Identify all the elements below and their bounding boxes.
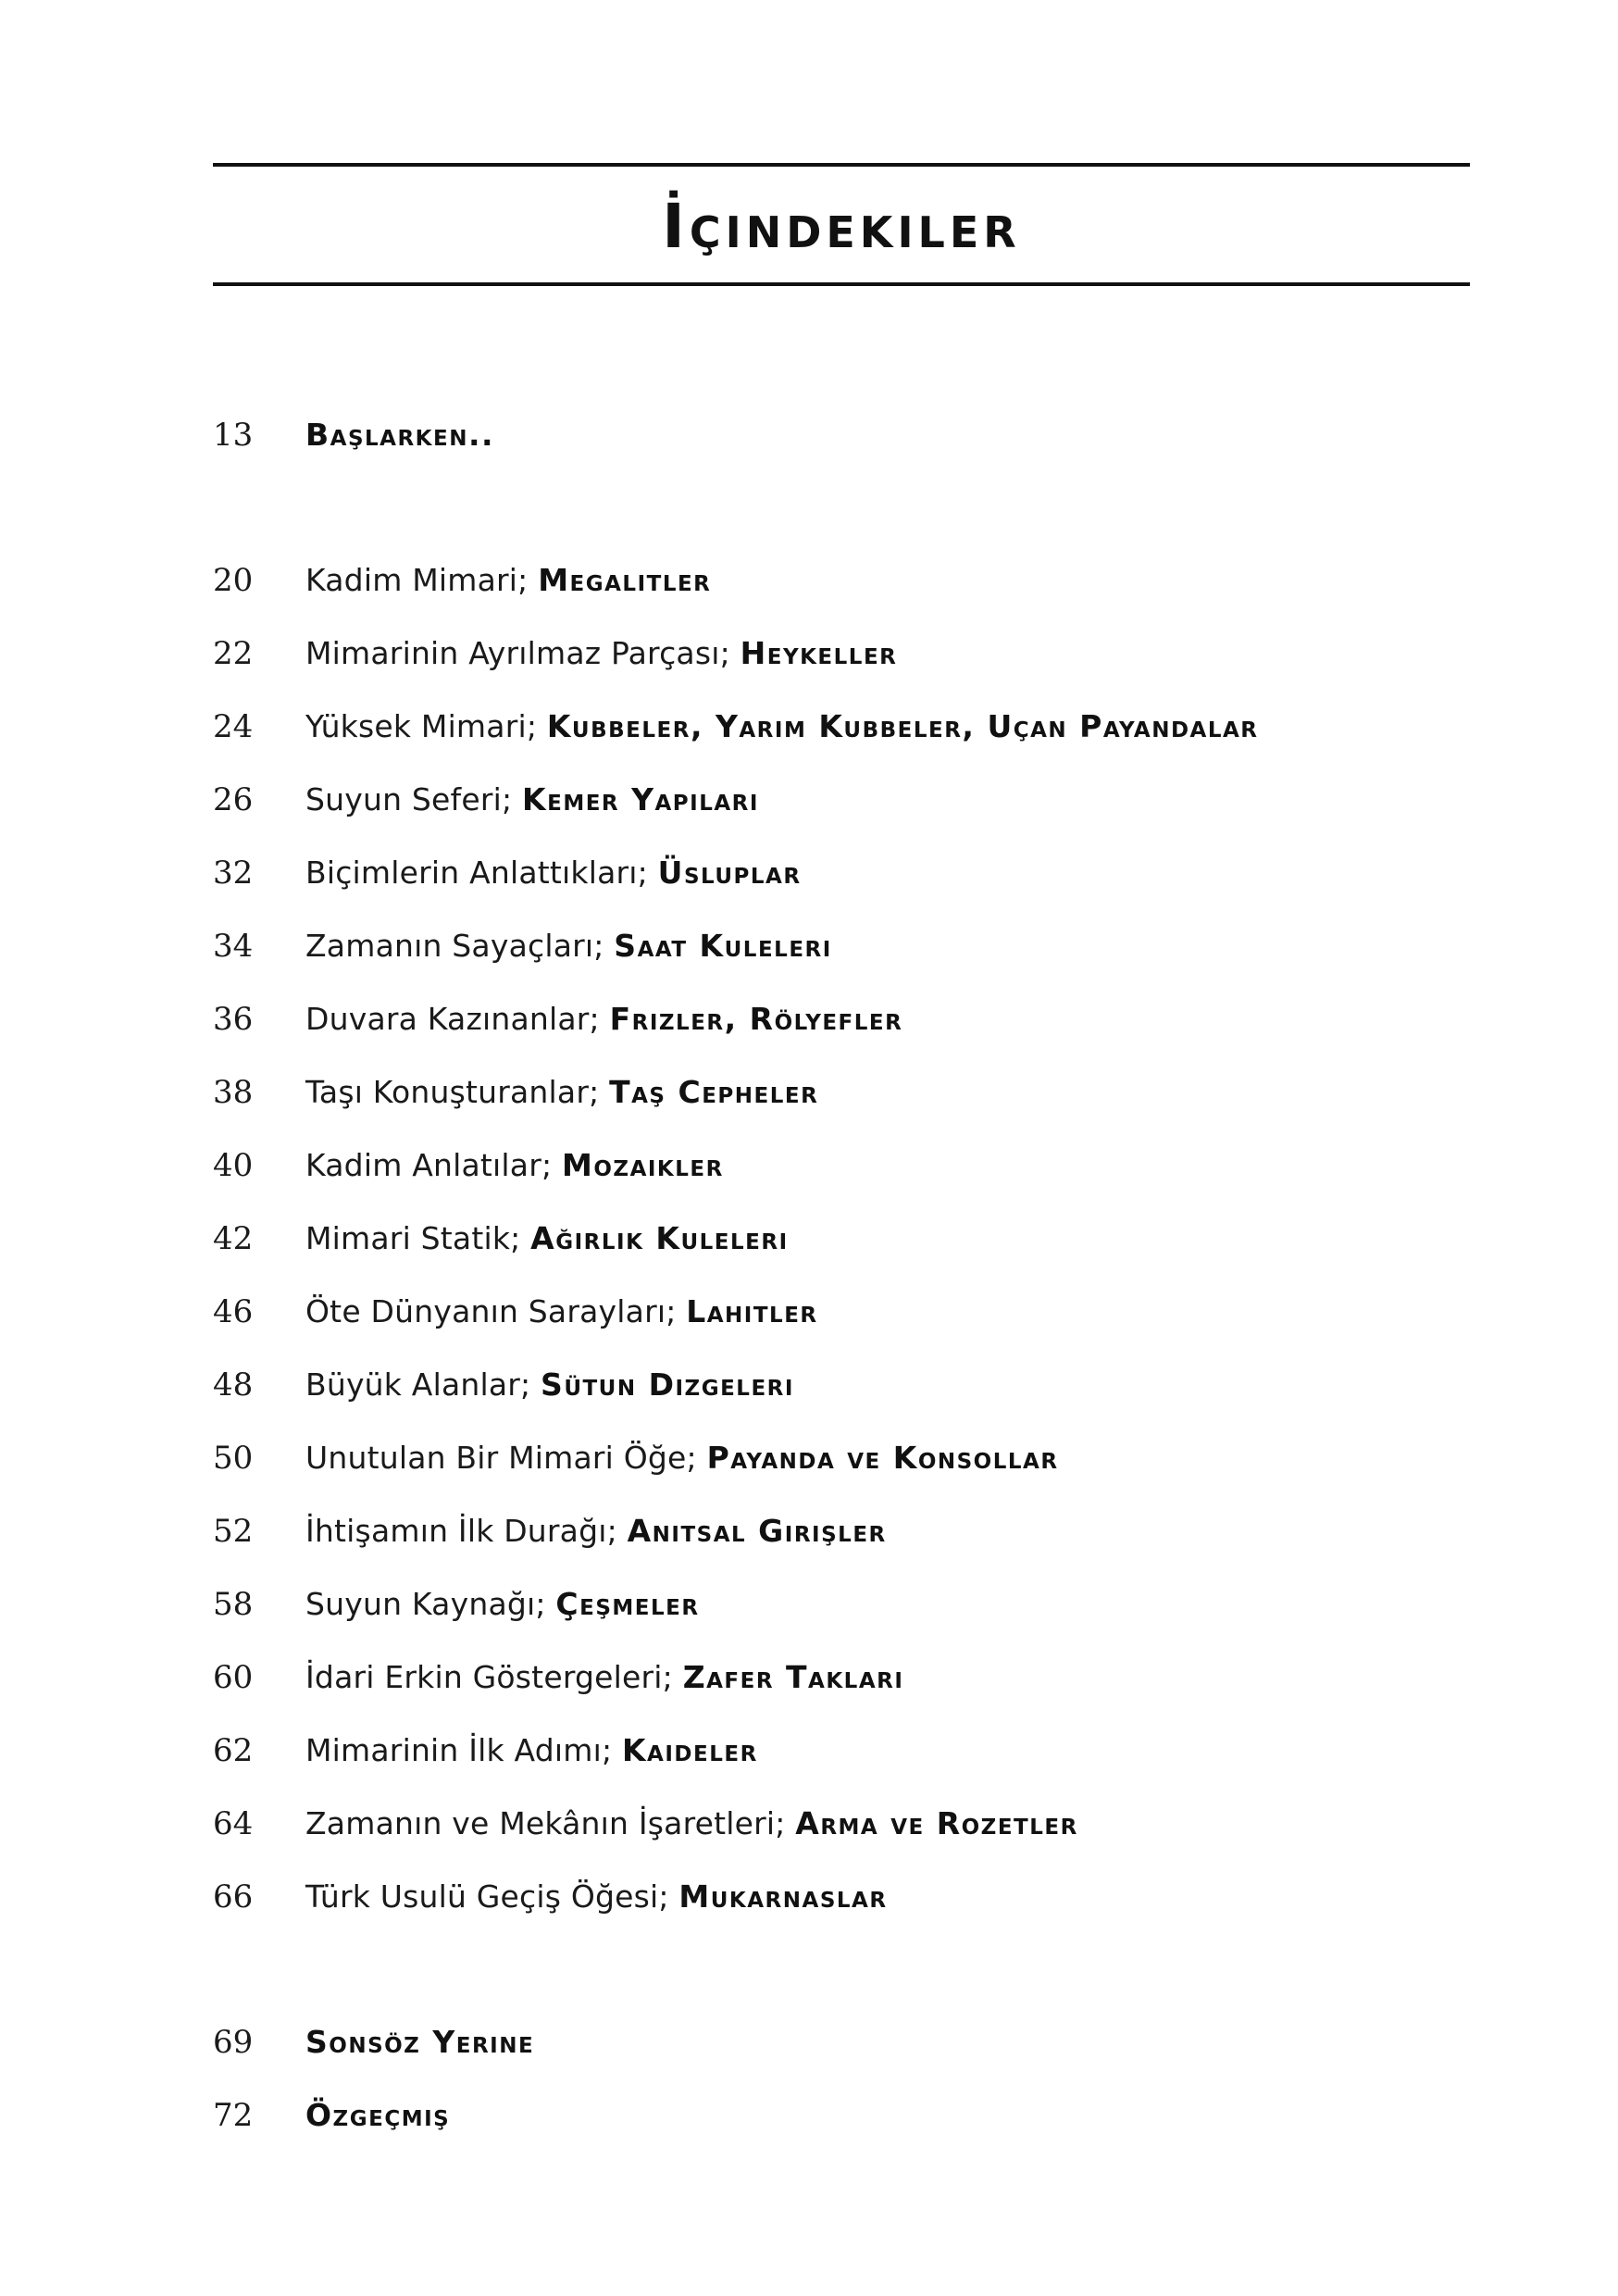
entry-prefix: Büyük Alanlar; bbox=[305, 1366, 541, 1403]
entry-page-number: 72 bbox=[213, 2097, 254, 2134]
entry-title: Ağırlık Kuleleri bbox=[530, 1220, 789, 1256]
header-bottom-rule bbox=[213, 282, 1470, 286]
entry-title: Saat Kuleleri bbox=[614, 928, 832, 964]
entry-title: Özgeçmiş bbox=[305, 2097, 451, 2133]
entry-title: Frizler, Rölyefler bbox=[609, 1001, 903, 1037]
entry-page-number: 32 bbox=[213, 855, 254, 892]
entry-title: Sütun Dizgeleri bbox=[541, 1366, 794, 1403]
entry-page-number: 64 bbox=[213, 1805, 254, 1842]
entry-page-number: 46 bbox=[213, 1293, 254, 1330]
entry-title: Lahitler bbox=[686, 1293, 818, 1329]
entry-prefix: Türk Usulü Geçiş Öğesi; bbox=[305, 1878, 679, 1915]
entry-prefix: Biçimlerin Anlattıkları; bbox=[305, 855, 658, 891]
entry-prefix: Zamanın ve Mekânın İşaretleri; bbox=[305, 1805, 796, 1841]
entry-page-number: 36 bbox=[213, 1001, 254, 1038]
entry-title: Kaideler bbox=[621, 1732, 758, 1768]
entry-prefix: Yüksek Mimari; bbox=[305, 708, 547, 744]
entry-title: Megalitler bbox=[538, 562, 712, 598]
entry-page-number: 34 bbox=[213, 928, 254, 965]
entry-page-number: 22 bbox=[213, 635, 254, 672]
entry-prefix: Taşı Konuşturanlar; bbox=[305, 1074, 610, 1110]
entry-prefix: Mimari Statik; bbox=[305, 1220, 531, 1256]
entry-prefix: İhtişamın İlk Durağı; bbox=[305, 1513, 628, 1549]
entry-title: Kemer Yapıları bbox=[522, 781, 759, 817]
entry-page-number: 52 bbox=[213, 1513, 254, 1550]
entry-page-number: 62 bbox=[213, 1732, 254, 1769]
entry-prefix: Kadim Mimari; bbox=[305, 562, 539, 598]
entry-page-number: 50 bbox=[213, 1440, 254, 1477]
entry-page-number: 69 bbox=[213, 2024, 254, 2061]
entry-title: Anıtsal Girişler bbox=[627, 1513, 887, 1549]
header-top-rule bbox=[213, 163, 1470, 167]
entry-title: Mozaikler bbox=[562, 1147, 724, 1183]
entry-page-number: 60 bbox=[213, 1659, 254, 1696]
entry-title: Kubbeler, Yarım Kubbeler, Uçan Payandalar bbox=[546, 708, 1259, 744]
entry-prefix: Mimarinin İlk Adımı; bbox=[305, 1732, 622, 1768]
entry-title: Üsluplar bbox=[657, 855, 802, 891]
page-title: İçindekiler bbox=[662, 191, 1021, 262]
entry-page-number: 24 bbox=[213, 708, 254, 745]
entry-page-number: 26 bbox=[213, 781, 254, 818]
entry-prefix: İdari Erkin Göstergeleri; bbox=[305, 1659, 683, 1695]
entry-page-number: 48 bbox=[213, 1366, 254, 1404]
entry-title: Payanda ve Konsollar bbox=[706, 1440, 1059, 1476]
entry-page-number: 13 bbox=[213, 417, 254, 454]
entry-title: Heykeller bbox=[740, 635, 898, 671]
entry-title: Zafer Takları bbox=[682, 1659, 904, 1695]
entry-title: Çeşmeler bbox=[555, 1586, 700, 1622]
entry-prefix: Kadim Anlatılar; bbox=[305, 1147, 562, 1183]
entry-prefix: Suyun Kaynağı; bbox=[305, 1586, 556, 1622]
entry-prefix: Öte Dünyanın Sarayları; bbox=[305, 1293, 687, 1329]
entry-title: Sonsöz Yerine bbox=[305, 2024, 535, 2060]
entry-prefix: Zamanın Sayaçları; bbox=[305, 928, 615, 964]
entry-page-number: 66 bbox=[213, 1878, 254, 1915]
entry-prefix: Unutulan Bir Mimari Öğe; bbox=[305, 1440, 707, 1476]
entry-page-number: 58 bbox=[213, 1586, 254, 1623]
entry-page-number: 42 bbox=[213, 1220, 254, 1257]
entry-title: Mukarnaslar bbox=[678, 1878, 888, 1915]
entry-prefix: Suyun Seferi; bbox=[305, 781, 523, 817]
entry-page-number: 20 bbox=[213, 562, 254, 599]
entry-prefix: Mimarinin Ayrılmaz Parçası; bbox=[305, 635, 741, 671]
entry-title: Arma ve Rozetler bbox=[795, 1805, 1078, 1841]
entry-page-number: 38 bbox=[213, 1074, 254, 1111]
entry-page-number: 40 bbox=[213, 1147, 254, 1184]
entry-title: Başlarken.. bbox=[305, 417, 495, 453]
entry-prefix: Duvara Kazınanlar; bbox=[305, 1001, 610, 1037]
entry-title: Taş Cepheler bbox=[609, 1074, 819, 1110]
